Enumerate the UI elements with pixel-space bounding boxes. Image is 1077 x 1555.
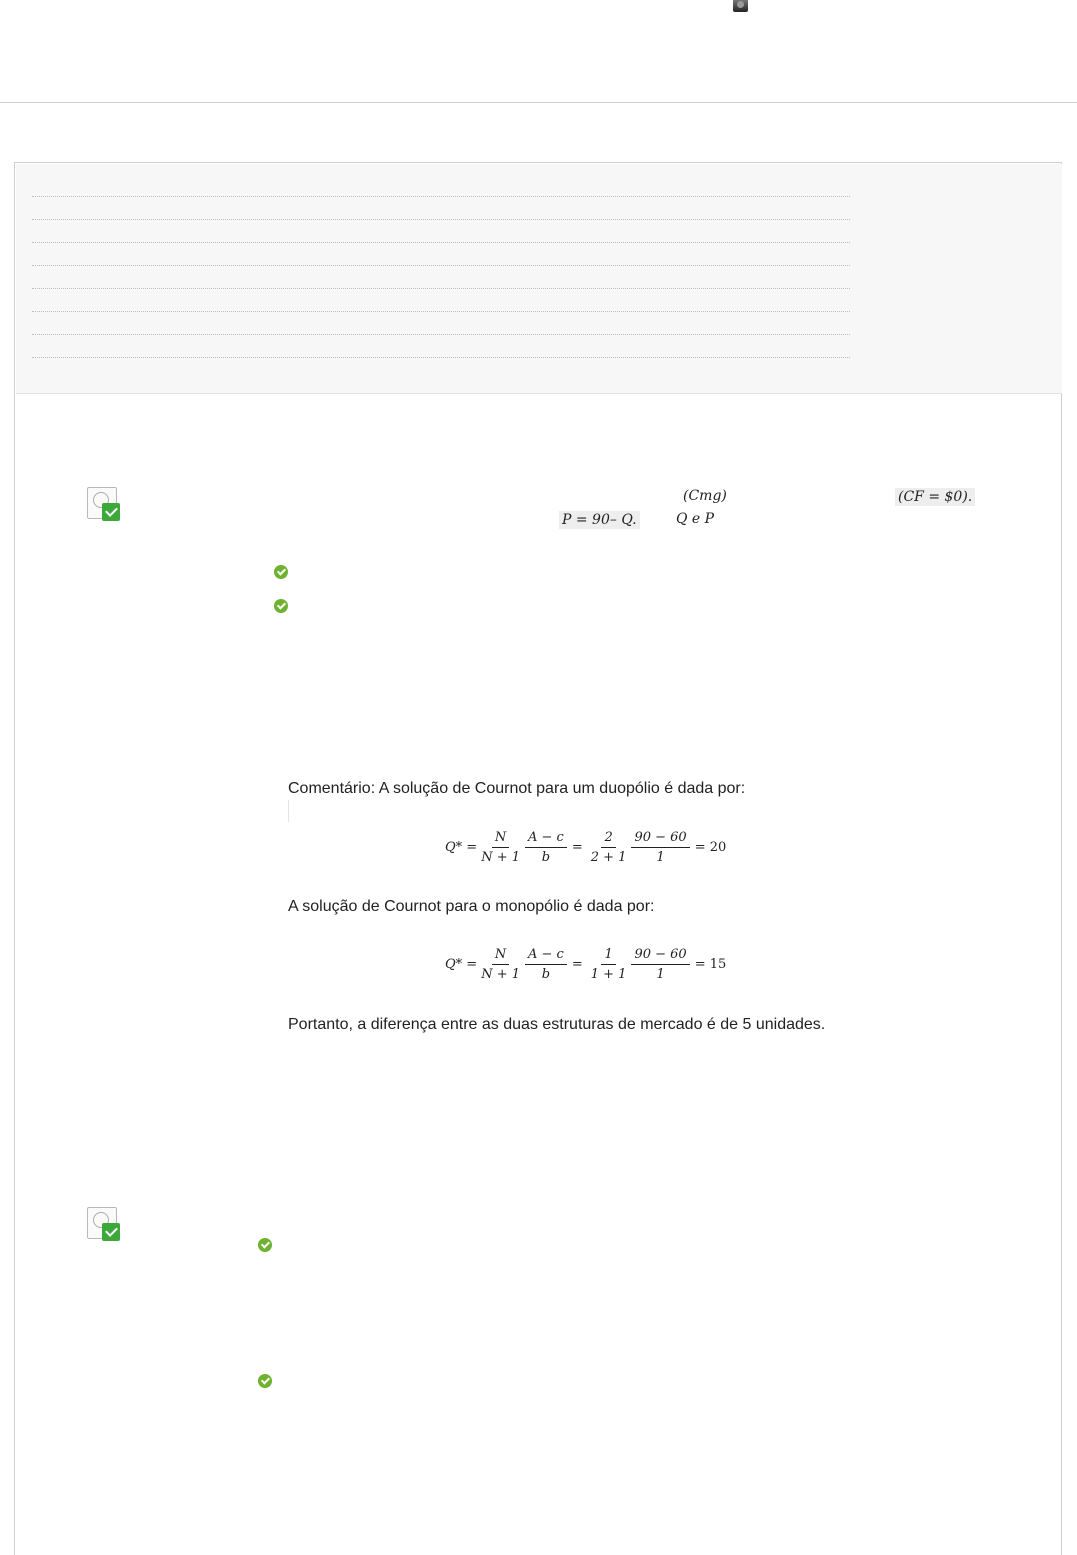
graded-correct-icon [87, 1207, 121, 1241]
summary-row-divider [32, 311, 850, 312]
eq1-lhs: Q* = [445, 840, 478, 855]
math-fixed-cost: (CF = $0). [895, 488, 975, 506]
summary-row-divider [32, 334, 850, 335]
summary-row-divider [32, 219, 850, 220]
eq1-result: = 20 [694, 840, 727, 855]
math-demand: P = 90– Q. [559, 511, 640, 529]
correct-check-icon [274, 599, 288, 613]
eq1-fraction: $\frac{2}{2 + 1}$ [590, 830, 627, 865]
attempt-summary [16, 164, 1062, 394]
summary-row-divider [32, 357, 850, 358]
user-avatar[interactable] [733, 0, 748, 12]
summary-row-divider [32, 196, 850, 197]
eq2-fraction: $\frac{N}{N + 1}$ [481, 947, 520, 982]
eq1-fraction: $\frac{N}{N + 1}$ [481, 830, 520, 865]
correct-check-icon [258, 1374, 272, 1388]
comment-intro: Comentário: A solução de Cournot para um duopólio é dada por: [288, 780, 746, 797]
correct-check-icon [258, 1238, 272, 1252]
eq2-fraction: $\frac{1}{1 + 1}$ [590, 947, 627, 982]
eq2-fraction: $\frac{90 - 60}{1}$ [631, 947, 689, 982]
summary-row-divider [32, 242, 850, 243]
cournot-monopoly-equation: Q* = $\frac{N}{N + 1}$ $\frac{A - c}{b}$ = $\frac{1}{1 + 1}$ $\frac{90 - 60}{1}$ = 15 [445, 947, 727, 982]
summary-row-divider [32, 265, 850, 266]
eq2-lhs: Q* = [445, 957, 478, 972]
eq2-result: = 15 [694, 957, 727, 972]
text-cursor [288, 800, 289, 822]
summary-row-divider [32, 288, 850, 289]
top-header [0, 0, 1077, 103]
math-q-and-p: Q e P [676, 511, 715, 527]
math-cmg: (Cmg) [683, 488, 727, 504]
eq1-fraction: $\frac{90 - 60}{1}$ [631, 830, 689, 865]
graded-correct-icon [87, 487, 121, 521]
correct-check-icon [274, 565, 288, 579]
eq2-fraction: $\frac{A - c}{b}$ [525, 947, 567, 982]
eq1-fraction: $\frac{A - c}{b}$ [525, 830, 567, 865]
comment-middle: A solução de Cournot para o monopólio é dada por: [288, 898, 655, 915]
cournot-duopoly-equation: Q* = $\frac{N}{N + 1}$ $\frac{A - c}{b}$ = $\frac{2}{2 + 1}$ $\frac{90 - 60}{1}$ = 20 [445, 830, 727, 865]
comment-conclusion: Portanto, a diferença entre as duas estruturas de mercado é de 5 unidades. [288, 1016, 826, 1033]
